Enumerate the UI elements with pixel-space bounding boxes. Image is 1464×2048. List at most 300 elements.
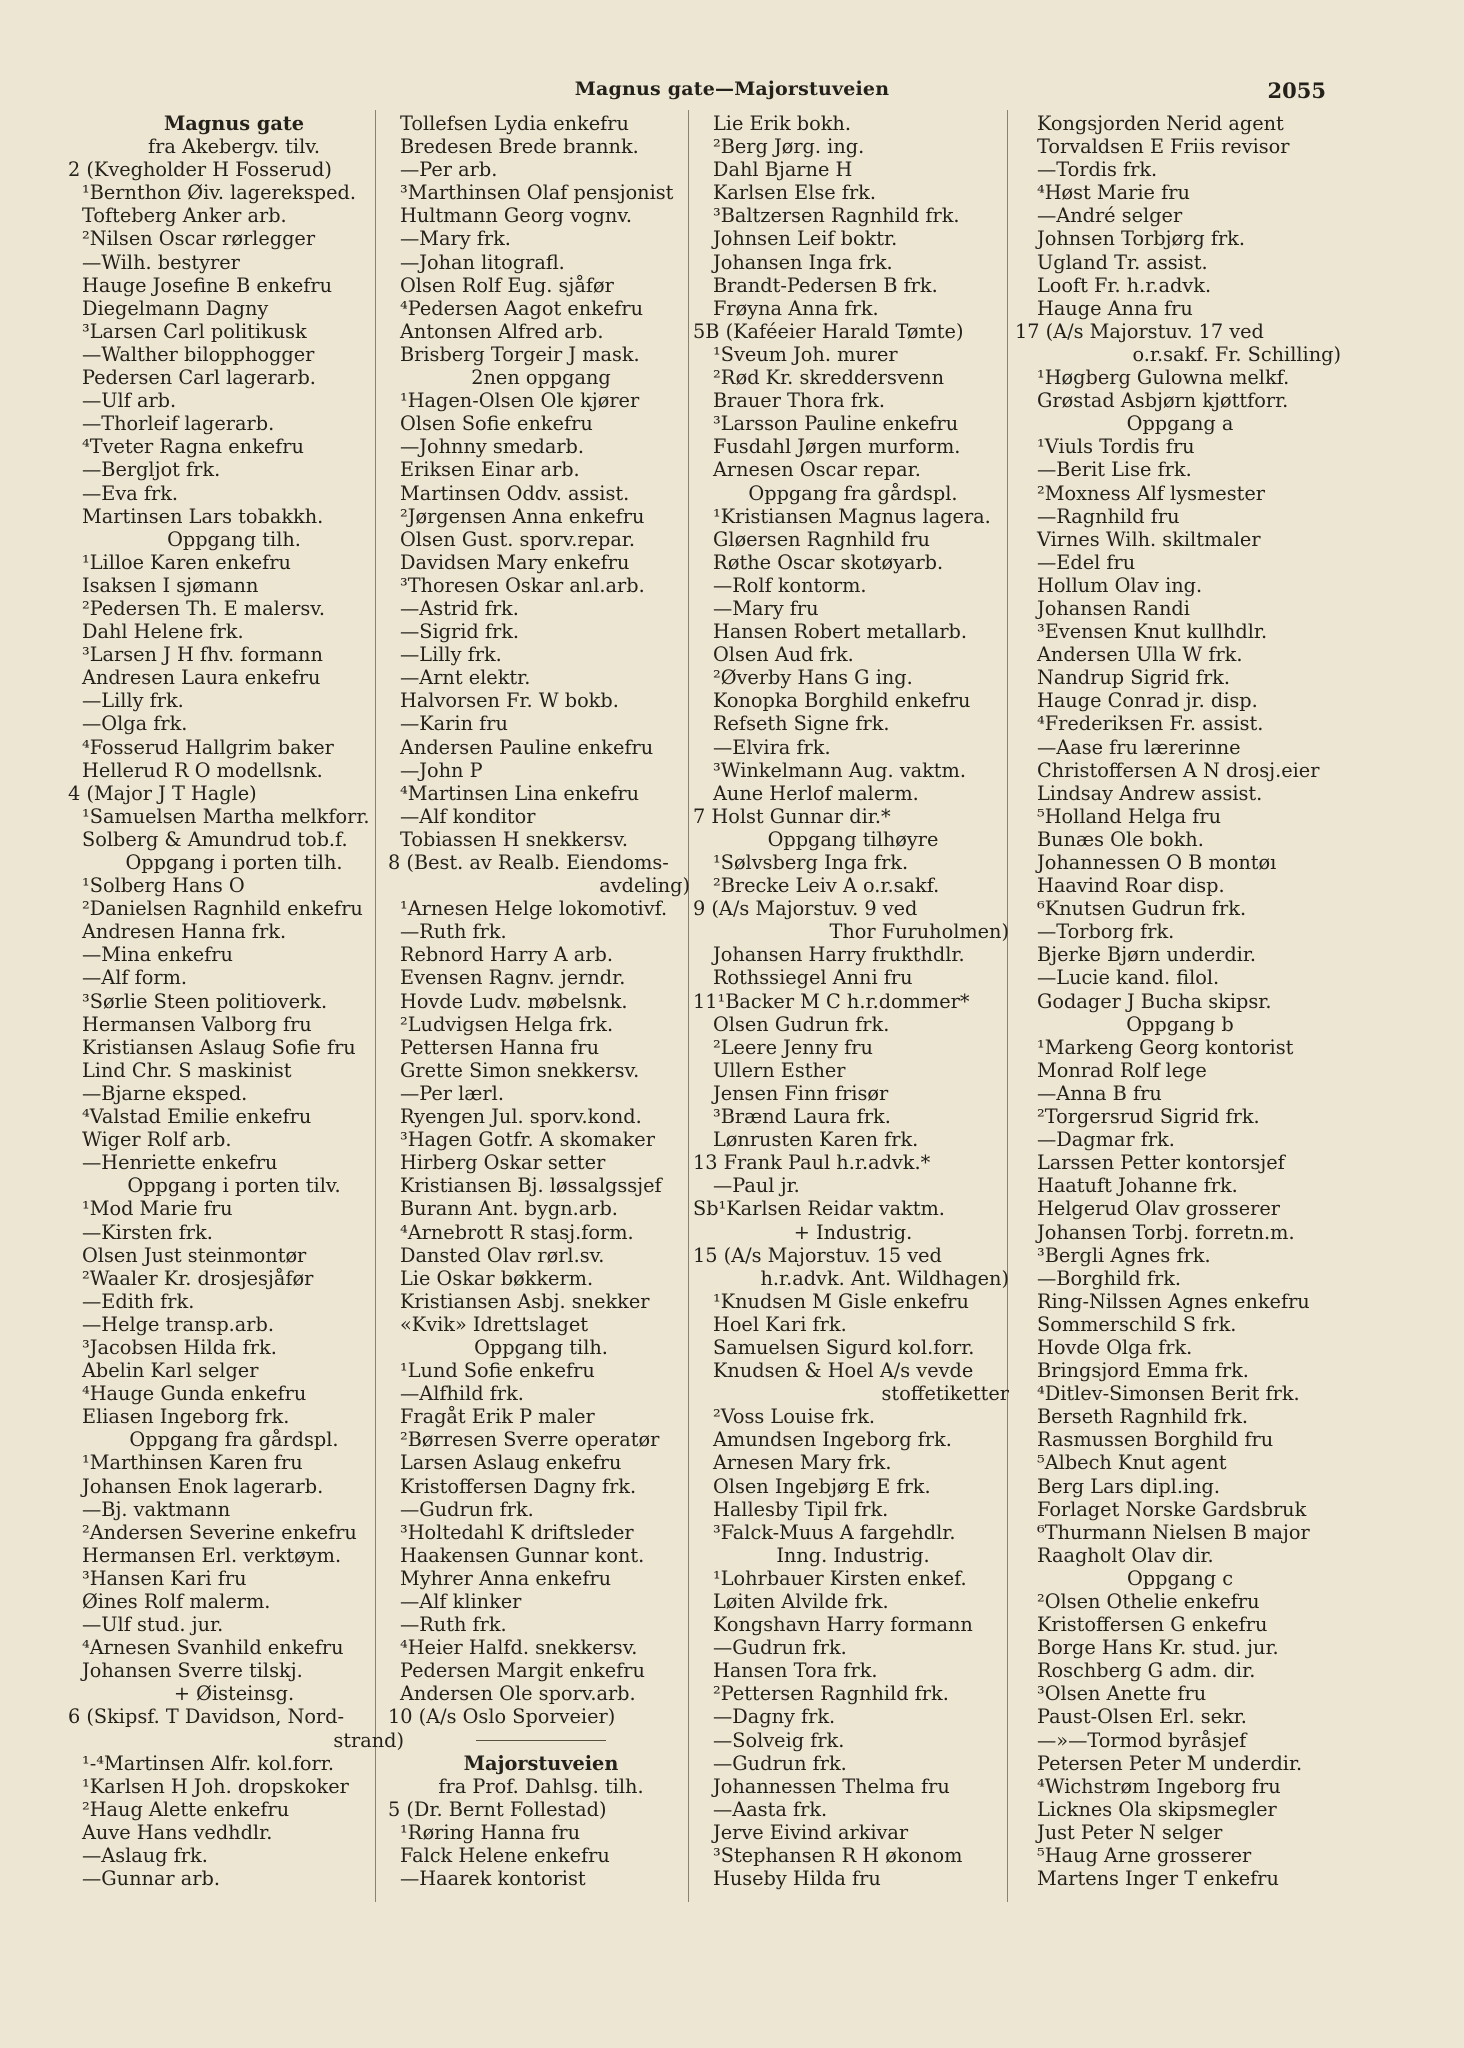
resident-entry: Kristoffersen Dagny frk. bbox=[400, 1474, 637, 1498]
resident-entry: Haatuft Johanne frk. bbox=[1037, 1174, 1238, 1198]
resident-entry: Olsen Gust. sporv.repar. bbox=[400, 527, 636, 551]
resident-entry: ¹Hagen-Olsen Ole kjører bbox=[400, 389, 640, 413]
resident-entry: —Torborg frk. bbox=[1037, 920, 1175, 944]
resident-entry: —Mina enkefru bbox=[82, 943, 233, 967]
resident-entry: Andersen Ole sporv.arb. bbox=[400, 1682, 636, 1706]
resident-entry: Hultmann Georg vognv. bbox=[400, 204, 632, 228]
resident-entry: ²Voss Louise frk. bbox=[713, 1405, 876, 1429]
resident-entry: ⁴Valstad Emilie enkefru bbox=[82, 1105, 312, 1129]
resident-entry: ³Hansen Kari fru bbox=[82, 1566, 247, 1590]
resident-entry: —Aasta frk. bbox=[713, 1797, 828, 1821]
resident-entry: —Alf konditor bbox=[400, 804, 536, 828]
resident-entry: Helgerud Olav grosserer bbox=[1037, 1197, 1280, 1221]
resident-entry: Petersen Peter M underdir. bbox=[1037, 1751, 1303, 1775]
section-label: 2nen oppgang bbox=[471, 366, 611, 390]
resident-entry: Monrad Rolf lege bbox=[1037, 1058, 1207, 1082]
resident-entry: Martinsen Lars tobakkh. bbox=[82, 504, 324, 528]
resident-entry: ²Waaler Kr. drosjesjåfør bbox=[82, 1266, 314, 1290]
resident-entry: Johansen Enok lagerarb. bbox=[82, 1474, 324, 1498]
resident-entry: Johannessen Thelma fru bbox=[713, 1774, 950, 1798]
section-label: fra Akebergv. tilv. bbox=[148, 135, 320, 159]
continuation-line: strand) bbox=[333, 1728, 404, 1752]
resident-entry: ²Olsen Othelie enkefru bbox=[1037, 1590, 1260, 1613]
resident-entry: ¹Sølvsberg Inga frk. bbox=[713, 851, 909, 874]
directory-column-4 bbox=[1015, 112, 1345, 1890]
resident-entry: —Rolf kontorm. bbox=[713, 573, 867, 597]
continuation-line: o.r.sakf. Fr. Schilling) bbox=[1132, 342, 1341, 366]
resident-entry: Berg Lars dipl.ing. bbox=[1037, 1474, 1221, 1498]
resident-entry: Johnsen Torbjørg frk. bbox=[1037, 227, 1245, 251]
resident-entry: Ugland Tr. assist. bbox=[1037, 250, 1208, 274]
resident-entry: —Lilly frk. bbox=[400, 643, 502, 667]
resident-entry: ²Rød Kr. skreddersvenn bbox=[713, 366, 944, 390]
resident-entry: Hauge Conrad jr. disp. bbox=[1037, 689, 1258, 713]
resident-entry: ¹Samuelsen Martha melkforr. bbox=[82, 804, 370, 828]
resident-entry: Abelin Karl selger bbox=[82, 1359, 259, 1383]
section-label: + Industrig. bbox=[793, 1220, 913, 1244]
resident-entry: Dahl Bjarne H bbox=[713, 158, 853, 182]
resident-entry: —Edith frk. bbox=[82, 1289, 195, 1313]
resident-entry: Hollum Olav ing. bbox=[1037, 573, 1203, 597]
resident-entry: Bredesen Brede brannk. bbox=[400, 135, 639, 159]
street-heading: Majorstuveien bbox=[463, 1751, 619, 1775]
resident-entry: Kristiansen Asbj. snekker bbox=[400, 1289, 650, 1313]
resident-entry: Pedersen Carl lagerarb. bbox=[82, 366, 316, 390]
resident-entry: ³Holtedahl K driftsleder bbox=[400, 1520, 634, 1544]
resident-entry: Falck Helene enkefru bbox=[400, 1844, 610, 1868]
resident-entry: ³Baltzersen Ragnhild frk. bbox=[713, 204, 960, 228]
resident-entry: Huseby Hilda fru bbox=[713, 1867, 881, 1891]
resident-entry: Andersen Ulla W frk. bbox=[1037, 643, 1243, 667]
resident-entry: —Dagmar frk. bbox=[1037, 1128, 1175, 1152]
resident-entry: Berseth Ragnhild frk. bbox=[1037, 1405, 1249, 1429]
resident-entry: —André selger bbox=[1037, 204, 1183, 228]
resident-entry: ⁴Ditlev-Simonsen Berit frk. bbox=[1037, 1382, 1300, 1406]
resident-entry: Gløersen Ragnhild fru bbox=[713, 527, 930, 551]
resident-entry: ¹Lohrbauer Kirsten enkef. bbox=[713, 1566, 967, 1590]
section-label: + Øisteinsg. bbox=[173, 1682, 295, 1706]
resident-entry: —Alfhild frk. bbox=[400, 1382, 524, 1406]
section-label: Oppgang i porten tilh. bbox=[125, 851, 343, 874]
resident-entry: ²Moxness Alf lysmester bbox=[1037, 481, 1265, 505]
resident-entry: Hermansen Valborg fru bbox=[82, 1012, 312, 1036]
resident-entry: ⁶Thurmann Nielsen B major bbox=[1037, 1520, 1310, 1544]
section-label: Oppgang a bbox=[1126, 412, 1234, 436]
resident-entry: Tofteberg Anker arb. bbox=[82, 204, 287, 228]
resident-entry: —Tordis frk. bbox=[1037, 158, 1158, 182]
continuation-line: Thor Furuholmen) bbox=[829, 920, 1009, 944]
resident-entry: Jerve Eivind arkivar bbox=[713, 1820, 909, 1844]
resident-entry: ⁴Martinsen Lina enkefru bbox=[400, 781, 640, 805]
resident-entry: —Gudrun frk. bbox=[713, 1636, 847, 1660]
resident-entry: Samuelsen Sigurd kol.forr. bbox=[713, 1335, 975, 1359]
resident-entry: Antonsen Alfred arb. bbox=[400, 319, 604, 343]
resident-entry: Olsen Just steinmontør bbox=[82, 1243, 307, 1267]
resident-entry: —Bjarne eksped. bbox=[82, 1081, 248, 1105]
resident-entry: Tobiassen H snekkersv. bbox=[400, 827, 629, 851]
resident-entry: —Haarek kontorist bbox=[400, 1867, 586, 1891]
resident-entry: ¹Solberg Hans O bbox=[82, 874, 245, 898]
resident-entry: —Helge transp.arb. bbox=[82, 1312, 274, 1336]
resident-entry: Auve Hans vedhdlr. bbox=[82, 1820, 273, 1844]
resident-entry: ⁴Tveter Ragna enkefru bbox=[82, 435, 304, 459]
resident-entry: —Ruth frk. bbox=[400, 1613, 507, 1637]
resident-entry: Andresen Hanna frk. bbox=[82, 920, 287, 944]
building-entry: 10 (A/s Oslo Sporveier) bbox=[388, 1705, 616, 1729]
resident-entry: —Per arb. bbox=[400, 158, 498, 182]
resident-entry: Fusdahl Jørgen murform. bbox=[713, 435, 961, 459]
resident-entry: Lindsay Andrew assist. bbox=[1037, 781, 1263, 805]
resident-entry: Larssen Petter kontorsjef bbox=[1037, 1151, 1285, 1175]
section-label: Oppgang fra gårdspl. bbox=[129, 1428, 339, 1452]
resident-entry: Hoel Kari frk. bbox=[713, 1312, 847, 1336]
resident-entry: —Johnny smedarb. bbox=[400, 435, 585, 459]
resident-entry: —Wilh. bestyrer bbox=[82, 250, 240, 274]
resident-entry: ²Pedersen Th. E malersv. bbox=[82, 596, 326, 620]
resident-entry: ⁴Fosserud Hallgrim baker bbox=[82, 735, 334, 759]
resident-entry: Hansen Robert metallarb. bbox=[713, 620, 968, 644]
resident-entry: Lind Chr. S maskinist bbox=[82, 1058, 292, 1082]
resident-entry: —Aslaug frk. bbox=[82, 1844, 208, 1868]
resident-entry: Haavind Roar disp. bbox=[1037, 874, 1225, 898]
resident-entry: Hermansen Erl. verktøym. bbox=[82, 1543, 342, 1567]
resident-entry: Rasmussen Borghild fru bbox=[1037, 1428, 1274, 1452]
building-entry: 4 (Major J T Hagle) bbox=[68, 781, 257, 805]
resident-entry: Myhrer Anna enkefru bbox=[400, 1566, 612, 1590]
resident-entry: ¹Karlsen H Joh. dropskoker bbox=[82, 1774, 349, 1798]
page-title: Magnus gate—Majorstuveien bbox=[574, 78, 890, 100]
resident-entry: Grøstad Asbjørn kjøttforr. bbox=[1037, 389, 1289, 413]
section-divider bbox=[388, 1729, 694, 1752]
resident-entry: —Ulf stud. jur. bbox=[82, 1613, 224, 1637]
continuation-line: h.r.advk. Ant. Wildhagen) bbox=[760, 1266, 1009, 1290]
resident-entry: Bunæs Ole bokh. bbox=[1037, 827, 1204, 851]
resident-entry: —Alf form. bbox=[82, 966, 188, 990]
resident-entry: Hauge Josefine B enkefru bbox=[82, 273, 333, 297]
street-heading: Magnus gate bbox=[163, 112, 305, 135]
resident-entry: —Berit Lise frk. bbox=[1037, 458, 1192, 482]
resident-entry: ⁴Arnebrott R stasj.form. bbox=[400, 1220, 634, 1244]
resident-entry: Looft Fr. h.r.advk. bbox=[1037, 273, 1212, 297]
resident-entry: Solberg & Amundrud tob.f. bbox=[82, 827, 348, 851]
resident-entry: ³Olsen Anette fru bbox=[1037, 1682, 1207, 1706]
resident-entry: Dahl Helene frk. bbox=[82, 620, 244, 644]
building-entry: 15 (A/s Majorstuv. 15 ved bbox=[693, 1243, 942, 1267]
resident-entry: Hirberg Oskar setter bbox=[400, 1151, 606, 1175]
resident-entry: ²Øverby Hans G ing. bbox=[713, 666, 913, 690]
resident-entry: Johansen Harry frukthdlr. bbox=[713, 943, 965, 967]
section-label: fra Prof. Dahlsg. tilh. bbox=[438, 1774, 644, 1798]
resident-entry: Tollefsen Lydia enkefru bbox=[400, 112, 629, 135]
resident-entry: Brauer Thora frk. bbox=[713, 389, 885, 413]
resident-entry: Halvorsen Fr. W bokb. bbox=[400, 689, 619, 713]
resident-entry: Karlsen Else frk. bbox=[713, 181, 876, 205]
resident-entry: ³Falck-Muus A fargehdlr. bbox=[713, 1520, 956, 1544]
resident-entry: Kristiansen Aslaug Sofie fru bbox=[82, 1035, 356, 1059]
resident-entry: ²Danielsen Ragnhild enkefru bbox=[82, 897, 363, 921]
resident-entry: —Thorleif lagerarb. bbox=[82, 412, 275, 436]
resident-entry: ³Larsson Pauline enkefru bbox=[713, 412, 959, 436]
resident-entry: Johannessen O B montøı bbox=[1037, 851, 1277, 874]
resident-entry: ⁴Høst Marie fru bbox=[1037, 181, 1190, 205]
resident-entry: Røthe Oscar skotøyarb. bbox=[713, 550, 944, 574]
resident-entry: Davidsen Mary enkefru bbox=[400, 550, 630, 574]
resident-entry: Rothssiegel Anni fru bbox=[713, 966, 913, 990]
directory-column-2 bbox=[388, 112, 694, 1890]
building-entry: 8 (Best. av Realb. Eiendoms- bbox=[388, 851, 669, 874]
resident-entry: Grette Simon snekkersv. bbox=[400, 1058, 640, 1082]
resident-entry: Licknes Ola skipsmegler bbox=[1037, 1797, 1277, 1821]
resident-entry: Jensen Finn frisør bbox=[713, 1081, 889, 1105]
building-entry: 2 (Kvegholder H Fosserud) bbox=[68, 158, 332, 182]
building-entry: 17 (A/s Majorstuv. 17 ved bbox=[1015, 319, 1264, 343]
resident-entry: ¹Kristiansen Magnus lagera. bbox=[713, 504, 991, 528]
resident-entry: Wiger Rolf arb. bbox=[82, 1128, 232, 1152]
resident-entry: ⁵Holland Helga fru bbox=[1037, 804, 1222, 828]
resident-entry: ⁴Pedersen Aagot enkefru bbox=[400, 296, 644, 320]
resident-entry: Refseth Signe frk. bbox=[713, 712, 890, 736]
resident-entry: Kongsjorden Nerid agent bbox=[1037, 112, 1284, 135]
resident-entry: Bringsjord Emma frk. bbox=[1037, 1359, 1249, 1383]
resident-entry: ⁴Frederiksen Fr. assist. bbox=[1037, 712, 1264, 736]
resident-entry: ⁵Albech Knut agent bbox=[1037, 1451, 1227, 1475]
resident-entry: ³Sørlie Steen politioverk. bbox=[82, 989, 328, 1013]
resident-entry: ³Larsen J H fhv. formann bbox=[82, 643, 323, 667]
resident-entry: Pettersen Hanna fru bbox=[400, 1035, 600, 1059]
resident-entry: —Dagny frk. bbox=[713, 1705, 836, 1729]
resident-entry: ²Nilsen Oscar rørlegger bbox=[82, 227, 316, 251]
resident-entry: Hallesby Tipil frk. bbox=[713, 1497, 889, 1521]
resident-entry: Olsen Ingebjørg E frk. bbox=[713, 1474, 931, 1498]
resident-entry: Just Peter N selger bbox=[1037, 1820, 1223, 1844]
resident-entry: —Kirsten frk. bbox=[82, 1220, 213, 1244]
resident-entry: —Karin fru bbox=[400, 712, 508, 736]
resident-entry: Eriksen Einar arb. bbox=[400, 458, 580, 482]
resident-entry: ¹Sveum Joh. murer bbox=[713, 342, 898, 366]
building-entry: 5B (Kaféeier Harald Tømte) bbox=[693, 319, 964, 343]
section-label: Oppgang i porten tilv. bbox=[127, 1174, 341, 1198]
resident-entry: Kristoffersen G enkefru bbox=[1037, 1613, 1268, 1637]
resident-entry: Brisberg Torgeir J mask. bbox=[400, 342, 640, 366]
resident-entry: Arnesen Oscar repar. bbox=[713, 458, 921, 482]
resident-entry: Johansen Sverre tilskj. bbox=[82, 1659, 303, 1683]
section-label: Oppgang tilh. bbox=[474, 1335, 608, 1359]
resident-entry: ⁴Wichstrøm Ingeborg fru bbox=[1037, 1774, 1281, 1798]
resident-entry: Martens Inger T enkefru bbox=[1037, 1867, 1279, 1891]
resident-entry: —Mary frk. bbox=[400, 227, 511, 251]
resident-entry: —John P bbox=[400, 758, 483, 782]
resident-entry: «Kvik» Idrettslaget bbox=[400, 1312, 589, 1336]
resident-entry: —Solveig frk. bbox=[713, 1728, 845, 1752]
resident-entry: —Ruth frk. bbox=[400, 920, 507, 944]
building-entry: 9 (A/s Majorstuv. 9 ved bbox=[693, 897, 918, 921]
resident-entry: Borge Hans Kr. stud. jur. bbox=[1037, 1636, 1279, 1660]
resident-entry: —Olga frk. bbox=[82, 712, 188, 736]
resident-entry: Hovde Ludv. møbelsnk. bbox=[400, 989, 628, 1013]
resident-entry: ¹Høgberg Gulowna melkf. bbox=[1037, 366, 1290, 390]
resident-entry: —Gudrun frk. bbox=[400, 1497, 534, 1521]
page-number: 2055 bbox=[1267, 78, 1326, 103]
resident-entry: ⁴Hauge Gunda enkefru bbox=[82, 1382, 307, 1406]
resident-entry: Hovde Olga frk. bbox=[1037, 1335, 1193, 1359]
resident-entry: Haakensen Gunnar kont. bbox=[400, 1543, 645, 1567]
continuation-line: stoffetiketter bbox=[881, 1382, 1009, 1406]
directory-column-1 bbox=[60, 112, 408, 1890]
building-entry: 13 Frank Paul h.r.advk.* bbox=[693, 1151, 931, 1175]
building-entry: 7 Holst Gunnar dir.* bbox=[693, 804, 891, 828]
resident-entry: ²Brecke Leiv A o.r.sakf. bbox=[713, 874, 940, 898]
building-entry: 11¹Backer M C h.r.dommer* bbox=[693, 989, 970, 1013]
resident-entry: Konopka Borghild enkefru bbox=[713, 689, 971, 713]
resident-entry: Olsen Aud frk. bbox=[713, 643, 854, 667]
resident-entry: —Mary fru bbox=[713, 596, 819, 620]
resident-entry: Ullern Esther bbox=[713, 1058, 846, 1082]
resident-entry: Ring-Nilssen Agnes enkefru bbox=[1037, 1289, 1310, 1313]
resident-entry: Amundsen Ingeborg frk. bbox=[713, 1428, 952, 1452]
resident-entry: ²Leere Jenny fru bbox=[713, 1035, 873, 1059]
resident-entry: Olsen Rolf Eug. sjåfør bbox=[400, 273, 614, 297]
resident-entry: Lie Erik bokh. bbox=[713, 112, 851, 135]
resident-entry: Øines Rolf malerm. bbox=[82, 1590, 271, 1613]
section-label: Oppgang tilh. bbox=[167, 527, 301, 551]
resident-entry: Hansen Tora frk. bbox=[713, 1659, 878, 1683]
resident-entry: —Bj. vaktmann bbox=[82, 1497, 231, 1521]
resident-entry: —Edel fru bbox=[1037, 550, 1136, 574]
resident-entry: ³Bergli Agnes frk. bbox=[1037, 1243, 1211, 1267]
resident-entry: ³Hagen Gotfr. A skomaker bbox=[400, 1128, 655, 1152]
resident-entry: ¹Markeng Georg kontorist bbox=[1037, 1035, 1294, 1059]
resident-entry: —Henriette enkefru bbox=[82, 1151, 278, 1175]
resident-entry: —Paul jr. bbox=[713, 1174, 800, 1198]
resident-entry: ²Haug Alette enkefru bbox=[82, 1797, 290, 1821]
section-label: Oppgang tilhøyre bbox=[767, 827, 939, 851]
resident-entry: ¹-⁴Martinsen Alfr. kol.forr. bbox=[82, 1751, 334, 1775]
resident-entry: Diegelmann Dagny bbox=[82, 296, 269, 320]
resident-entry: Bjerke Bjørn underdir. bbox=[1037, 943, 1257, 967]
resident-entry: ¹Røring Hanna fru bbox=[400, 1820, 581, 1844]
resident-entry: Ryengen Jul. sporv.kond. bbox=[400, 1105, 642, 1129]
section-label: Inng. Industrig. bbox=[776, 1543, 930, 1567]
resident-entry: Roschberg G adm. dir. bbox=[1037, 1659, 1256, 1683]
resident-entry: —Ulf arb. bbox=[82, 389, 177, 413]
resident-entry: Christoffersen A N drosj.eier bbox=[1037, 758, 1320, 782]
resident-entry: —Aase fru lærerinne bbox=[1037, 735, 1241, 759]
building-entry: Sb¹Karlsen Reidar vaktm. bbox=[693, 1197, 945, 1221]
resident-entry: Aune Herlof malerm. bbox=[713, 781, 919, 805]
resident-entry: —Gudrun frk. bbox=[713, 1751, 847, 1775]
resident-entry: Johansen Randi bbox=[1037, 596, 1190, 620]
resident-entry: ¹Bernthon Øiv. lagereksped. bbox=[82, 181, 356, 205]
resident-entry: —»—Tormod byråsjef bbox=[1037, 1728, 1247, 1752]
resident-entry: —Borghild frk. bbox=[1037, 1266, 1182, 1290]
resident-entry: Brandt-Pedersen B frk. bbox=[713, 273, 938, 297]
continuation-line: avdeling) bbox=[599, 874, 690, 898]
resident-entry: ³Brænd Laura frk. bbox=[713, 1105, 891, 1129]
resident-entry: ²Pettersen Ragnhild frk. bbox=[713, 1682, 949, 1706]
resident-entry: —Anna B fru bbox=[1037, 1081, 1162, 1105]
page-header bbox=[0, 78, 1464, 108]
resident-entry: ⁴Arnesen Svanhild enkefru bbox=[82, 1636, 344, 1660]
resident-entry: Virnes Wilh. skiltmaler bbox=[1037, 527, 1261, 551]
resident-entry: Knudsen & Hoel A/s vevde bbox=[713, 1359, 974, 1383]
resident-entry: Frøyna Anna frk. bbox=[713, 296, 879, 320]
resident-entry: ²Torgersrud Sigrid frk. bbox=[1037, 1105, 1260, 1129]
resident-entry: ³Marthinsen Olaf pensjonist bbox=[400, 181, 674, 205]
resident-entry: —Astrid frk. bbox=[400, 596, 519, 620]
resident-entry: Hauge Anna fru bbox=[1037, 296, 1193, 320]
resident-entry: Lie Oskar bøkkerm. bbox=[400, 1266, 594, 1290]
resident-entry: ⁴Heier Halfd. snekkersv. bbox=[400, 1636, 638, 1660]
resident-entry: Rebnord Harry A arb. bbox=[400, 943, 613, 967]
resident-entry: Andersen Pauline enkefru bbox=[400, 735, 654, 759]
resident-entry: Kongshavn Harry formann bbox=[713, 1613, 973, 1637]
resident-entry: ²Jørgensen Anna enkefru bbox=[400, 504, 645, 528]
resident-entry: Sommerschild S frk. bbox=[1037, 1312, 1237, 1336]
resident-entry: ¹Arnesen Helge lokomotivf. bbox=[400, 897, 668, 921]
section-label: Oppgang fra gårdspl. bbox=[748, 481, 958, 505]
resident-entry: ¹Lund Sofie enkefru bbox=[400, 1359, 595, 1383]
resident-entry: ¹Lilloe Karen enkefru bbox=[82, 550, 291, 574]
resident-entry: Evensen Ragnv. jerndr. bbox=[400, 966, 626, 990]
resident-entry: —Per lærl. bbox=[400, 1081, 504, 1105]
resident-entry: Hellerud R O modellsnk. bbox=[82, 758, 323, 782]
resident-entry: Kristiansen Bj. løssalgssjef bbox=[400, 1174, 662, 1198]
resident-entry: ²Ludvigsen Helga frk. bbox=[400, 1012, 614, 1036]
resident-entry: Nandrup Sigrid frk. bbox=[1037, 666, 1230, 690]
resident-entry: Olsen Gudrun frk. bbox=[713, 1012, 890, 1036]
resident-entry: Dansted Olav rørl.sv. bbox=[400, 1243, 605, 1267]
resident-entry: ³Larsen Carl politikusk bbox=[82, 319, 307, 343]
resident-entry: Andresen Laura enkefru bbox=[82, 666, 321, 690]
resident-entry: Martinsen Oddv. assist. bbox=[400, 481, 630, 505]
building-entry: 5 (Dr. Bernt Follestad) bbox=[388, 1797, 607, 1821]
resident-entry: ³Stephansen R H økonom bbox=[713, 1844, 963, 1868]
resident-entry: Eliasen Ingeborg frk. bbox=[82, 1405, 290, 1429]
resident-entry: Torvaldsen E Friis revisor bbox=[1037, 135, 1290, 159]
resident-entry: ⁵Haug Arne grosserer bbox=[1037, 1844, 1252, 1868]
resident-entry: Raagholt Olav dir. bbox=[1037, 1543, 1214, 1567]
resident-entry: ³Winkelmann Aug. vaktm. bbox=[713, 758, 966, 782]
resident-entry: ²Berg Jørg. ing. bbox=[713, 135, 865, 159]
resident-entry: Pedersen Margit enkefru bbox=[400, 1659, 645, 1683]
resident-entry: —Lucie kand. filol. bbox=[1037, 966, 1220, 990]
resident-entry: Forlaget Norske Gardsbruk bbox=[1037, 1497, 1307, 1521]
resident-entry: Johansen Inga frk. bbox=[713, 250, 893, 274]
resident-entry: —Lilly frk. bbox=[82, 689, 184, 713]
resident-entry: ³Jacobsen Hilda frk. bbox=[82, 1335, 277, 1359]
resident-entry: —Gunnar arb. bbox=[82, 1867, 220, 1891]
resident-entry: Paust-Olsen Erl. sekr. bbox=[1037, 1705, 1247, 1729]
resident-entry: Burann Ant. bygn.arb. bbox=[400, 1197, 618, 1221]
resident-entry: ³Evensen Knut kullhdlr. bbox=[1037, 620, 1268, 644]
resident-entry: —Walther bilopphogger bbox=[82, 342, 315, 366]
resident-entry: Fragåt Erik P maler bbox=[400, 1405, 595, 1429]
resident-entry: Lønrusten Karen frk. bbox=[713, 1128, 919, 1152]
resident-entry: Johansen Torbj. forretn.m. bbox=[1037, 1220, 1295, 1244]
resident-entry: Olsen Sofie enkefru bbox=[400, 412, 593, 436]
resident-entry: —Johan litografl. bbox=[400, 250, 565, 274]
resident-entry: —Elvira frk. bbox=[713, 735, 831, 759]
resident-entry: —Eva frk. bbox=[82, 481, 179, 505]
resident-entry: —Alf klinker bbox=[400, 1590, 522, 1613]
resident-entry: —Bergljot frk. bbox=[82, 458, 221, 482]
resident-entry: —Ragnhild fru bbox=[1037, 504, 1180, 528]
resident-entry: ⁶Knutsen Gudrun frk. bbox=[1037, 897, 1247, 921]
resident-entry: Løiten Alvilde frk. bbox=[713, 1590, 889, 1613]
resident-entry: ¹Marthinsen Karen fru bbox=[82, 1451, 303, 1475]
resident-entry: Godager J Bucha skipsr. bbox=[1037, 989, 1272, 1013]
section-label: Oppgang c bbox=[1126, 1566, 1234, 1590]
